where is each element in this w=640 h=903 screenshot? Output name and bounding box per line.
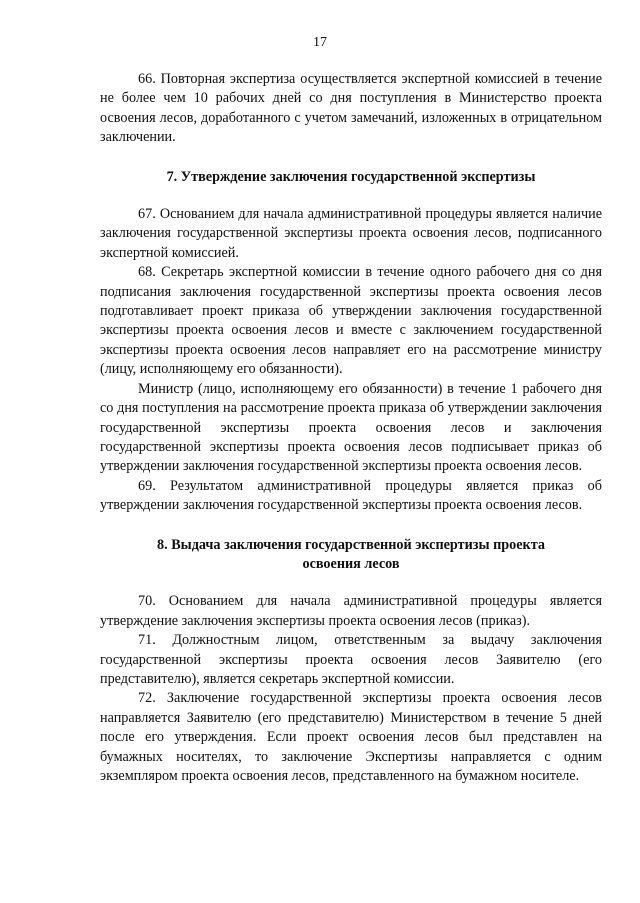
paragraph-68-minister: Министр (лицо, исполняющему его обязанности) в течение 1 рабочего дня со дня поступления на рассмотрение проекта приказа об утверждении заключения государственной экспертизы проекта освоения лесов и заключения государственной экспертизы проекта освоения лесов подписывает приказ об утверждении заключения государственной экспертизы проекта освоения лесов. xyxy=(100,380,602,475)
paragraph-67: 67. Основанием для начала административной процедуры является наличие заключения государственной экспертизы проекта освоения лесов, подписанного экспертной комиссией. xyxy=(100,206,602,261)
paragraph-70: 70. Основанием для начала административной процедуры является утверждение заключения экспертизы проекта освоения лесов (приказ). xyxy=(100,593,602,629)
paragraph-72: 72. Заключение государственной экспертизы проекта освоения лесов направляется Заявителю (его представителю) Министерством в течение 5 дней после его утверждения. Если проект освоения лесов был представлен на бумажных носителях, то заключение Экспертизы направляется с одним экземпляром проекта освоения лесов, представленного на бумажном носителе. xyxy=(100,690,602,784)
paragraph-69: 69. Результатом административной процедуры является приказ об утверждении заключения государственной экспертизы проекта освоения лесов. xyxy=(100,477,602,514)
paragraph-68: 68. Секретарь экспертной комиссии в течение одного рабочего дня со дня подписания заключения государственной экспертизы проекта освоения лесов подготавливает проект приказа об утверждении заключения государственной экспертизы проекта освоения лесов и вместе с заключением государственной экспертизы проекта освоения лесов направляет его на рассмотрение министру (лицу, исполняющему его обязанности). xyxy=(100,264,602,378)
paragraph-71: 71. Должностным лицом, ответственным за выдачу заключения государственной экспертизы проекта освоения лесов Заявителю (его представителю), является секретарь экспертной комиссии. xyxy=(100,632,602,687)
page-number: 17 xyxy=(313,35,327,50)
section-7-heading: 7. Утверждение заключения государственной экспертизы xyxy=(166,168,536,185)
paragraph-66: 66. Повторная экспертиза осуществляется экспертной комиссией в течение не более чем 10 рабочих дней со дня поступления в Министерство проекта освоения лесов, доработанного с учетом замечаний, изложенных в отрицательном заключении. xyxy=(100,71,602,146)
document-body xyxy=(100,70,602,786)
section-8-heading: 8. Выдача заключения государственной экспертизы проекта освоения лесов xyxy=(157,536,545,572)
